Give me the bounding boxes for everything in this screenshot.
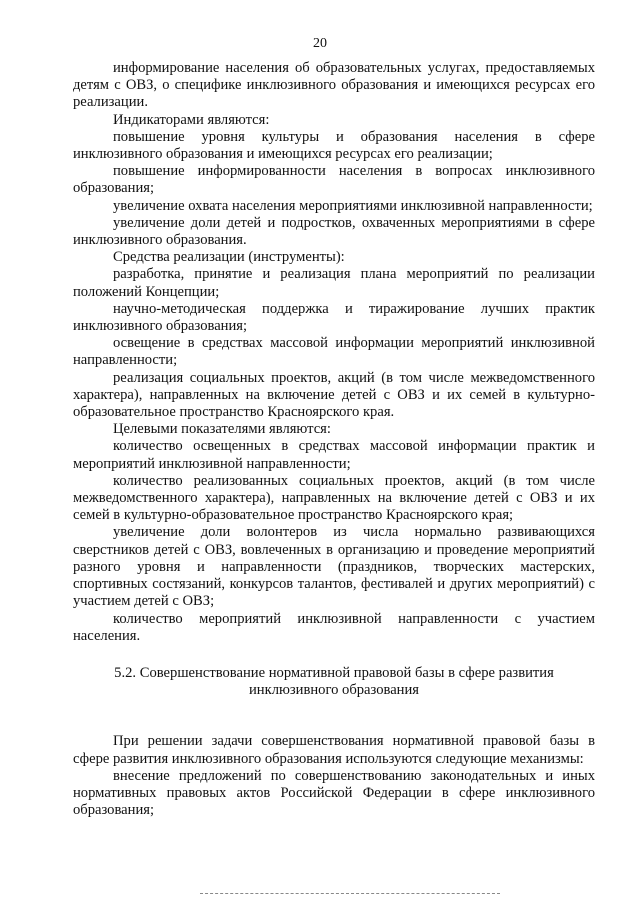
section-heading-line: 5.2. Совершенствование нормативной правовой базы в сфере развития — [114, 664, 554, 681]
paragraph: количество освещенных в средствах массовой информации практик и мероприятий инклюзивной направленности; — [73, 438, 595, 472]
paragraph: освещение в средствах массовой информации мероприятий инклюзивной направленности; — [73, 335, 595, 369]
paragraph: увеличение доли детей и подростков, охваченных мероприятиями в сфере инклюзивного образования. — [73, 214, 595, 249]
paragraph: повышение уровня культуры и образования населения в сфере инклюзивного образования и имеющихся ресурсах его реализации; — [73, 128, 595, 163]
page-number: 20 — [313, 36, 327, 51]
paragraph: Целевыми показателями являются: — [113, 421, 331, 438]
paragraph: Индикаторами являются: — [113, 111, 270, 128]
document-body — [73, 60, 595, 819]
paragraph: количество мероприятий инклюзивной направленности с участием населения. — [73, 610, 595, 644]
paragraph: научно-методическая поддержка и тиражирование лучших практик инклюзивного образования; — [73, 300, 595, 335]
paragraph: Средства реализации (инструменты): — [113, 249, 345, 266]
paragraph: увеличение охвата населения мероприятиями инклюзивной направленности; — [113, 197, 593, 214]
paragraph: количество реализованных социальных проектов, акций (в том числе межведомственного характера), направленных на включение детей с ОВЗ и их семей в культурно-образовательное пространство Красноярского края; — [73, 472, 595, 524]
paragraph: информирование населения об образовательных услугах, предоставляемых детям с ОВЗ, о специфике инклюзивного образования и имеющихся ресурсах его реализации. — [73, 60, 595, 111]
paragraph: увеличение доли волонтеров из числа нормально развивающихся сверстников детей с ОВЗ, вовлеченных в организацию и проведение мероприятий разного уровня и направленности (праздников, творческих мастерских, спортивных состязаний, конкурсов талантов, фестивалей и других мероприятий) с участием детей с ОВЗ; — [73, 524, 595, 610]
section-heading-line: инклюзивного образования — [248, 682, 419, 699]
paragraph: реализация социальных проектов, акций (в том числе межведомственного характера), направленных на включение детей с ОВЗ и их семей в культурно-образовательное пространство Красноярского края. — [73, 369, 595, 421]
footer-divider — [200, 893, 500, 894]
section-heading — [73, 665, 595, 699]
paragraph: разработка, принятие и реализация плана мероприятий по реализации положений Концепции; — [73, 266, 595, 300]
paragraph: При решении задачи совершенствования нормативной правовой базы в сфере развития инклюзивного образования используются следующие механизмы: — [73, 733, 595, 767]
paragraph: внесение предложений по совершенствованию законодательных и иных нормативных правовых актов Российской Федерации в сфере инклюзивного образования; — [73, 767, 595, 819]
paragraph: повышение информированности населения в вопросах инклюзивного образования; — [73, 163, 595, 197]
